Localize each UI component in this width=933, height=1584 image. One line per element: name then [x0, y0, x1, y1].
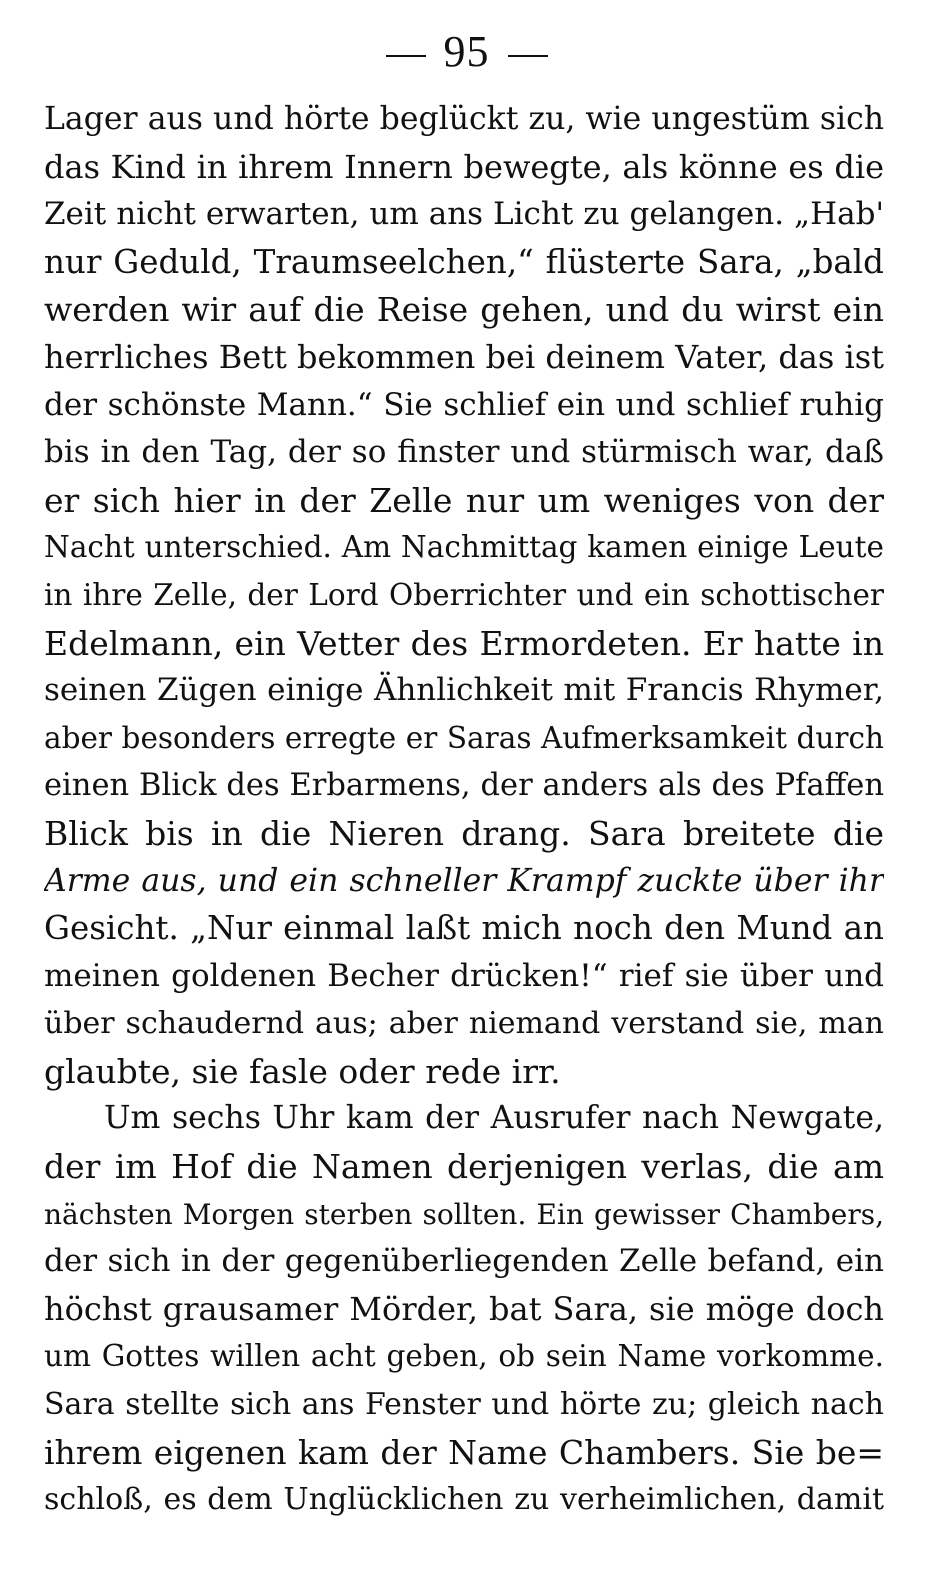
text-line: in ihre Zelle, der Lord Oberrichter und ein schottischer [44, 577, 884, 612]
text-line: Gesicht. „Nur einmal laßt mich noch den Mund an [44, 909, 884, 948]
header-dash-left [386, 55, 426, 57]
text-line: meinen goldenen Becher drücken!“ rief sie über und [44, 957, 884, 994]
page-number: 95 [443, 27, 490, 76]
header-dash-right [508, 55, 548, 57]
text-line: das Kind in ihrem Innern bewegte, als könne es die [44, 147, 884, 186]
body-text [44, 96, 884, 1524]
text-line: Arme aus, und ein schneller Krampf zuckte über ihr [44, 862, 884, 899]
text-line: höchst grausamer Mörder, bat Sara, sie möge doch [44, 1289, 884, 1328]
text-line: um Gottes willen acht geben, ob sein Name vorkomme. [44, 1339, 884, 1374]
text-line: einen Blick des Erbarmens, der anders als des Pfaffen [44, 768, 884, 804]
text-line: nächsten Morgen sterben sollten. Ein gewisser Chambers, [44, 1197, 884, 1231]
text-line: nur Geduld, Traumseelchen,“ flüsterte Sara, „bald [44, 242, 884, 281]
text-line: bis in den Tag, der so finster und stürmisch war, daß [44, 434, 884, 471]
text-line: der sich in der gegenüberliegenden Zelle befand, ein [44, 1243, 884, 1280]
text-line: werden wir auf die Reise gehen, und du wirst ein [44, 290, 884, 330]
text-line: Edelmann, ein Vetter des Ermordeten. Er hatte in [44, 623, 884, 663]
text-line: Um sechs Uhr kam der Ausrufer nach Newgate, [104, 1100, 884, 1137]
text-line: seinen Zügen einige Ähnlichkeit mit Francis Rhymer, [44, 672, 884, 709]
text-line: schloß, es dem Unglücklichen zu verheimlichen, damit [44, 1482, 884, 1518]
text-line: der schönste Mann.“ Sie schlief ein und schlief ruhig [44, 386, 884, 423]
page-header [0, 26, 933, 78]
text-line: Zeit nicht erwarten, um ans Licht zu gelangen. „Hab' [44, 196, 884, 233]
text-line: herrliches Bett bekommen bei deinem Vater, das ist [44, 337, 884, 376]
text-line: aber besonders erregte er Saras Aufmerksamkeit durch [44, 720, 884, 755]
text-line: Nacht unterschied. Am Nachmittag kamen einige Leute [44, 530, 884, 565]
text-line: er sich hier in der Zelle nur um weniges von der [44, 480, 884, 520]
text-line: über schaudernd aus; aber niemand verstand sie, man [44, 1006, 884, 1042]
text-line: glaubte, sie fasle oder rede irr. [44, 1051, 561, 1091]
text-line: ihrem eigenen kam der Name Chambers. Sie be= [44, 1432, 884, 1472]
text-line: Blick bis in die Nieren drang. Sara breitete die [44, 813, 884, 853]
text-line: Lager aus und hörte beglückt zu, wie ungestüm sich [44, 101, 884, 137]
text-line: der im Hof die Namen derjenigen verlas, die am [44, 1147, 884, 1187]
text-line: Sara stellte sich ans Fenster und hörte zu; gleich nach [44, 1387, 884, 1423]
